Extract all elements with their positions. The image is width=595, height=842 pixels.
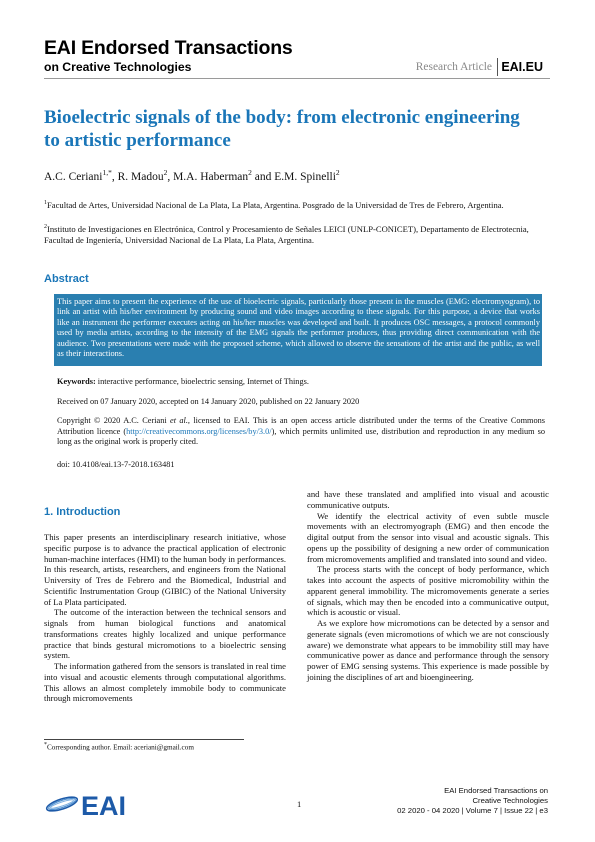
- footnote-mark: *: [44, 742, 47, 748]
- author-name: A.C. Ceriani: [44, 170, 103, 183]
- affiliation-text: Instituto de Investigaciones en Electrónica, Control y Procesamiento de Señales LEICI (UNLP-CONICET), Departamento de Electrotecnia, Facultad de Ingeniería, Universidad Nacional de La Plata, La Plata, Argentina.: [44, 223, 529, 246]
- keywords-label: Keywords:: [57, 377, 96, 386]
- abstract-heading: Abstract: [44, 273, 89, 285]
- footer-journal-name: Creative Technologies: [472, 796, 548, 805]
- left-column: [44, 532, 286, 704]
- author-separator: ,: [167, 170, 174, 183]
- footnote: [44, 742, 194, 751]
- copyright-etal: et al.: [170, 416, 188, 425]
- author-separator: and: [251, 170, 275, 183]
- affiliation-text: Facultad de Artes, Universidad Nacional de La Plata, La Plata, Argentina. Posgrado de la Universidad de Tres de Febrero, Argentina.: [47, 199, 504, 210]
- abstract-text: This paper aims to present the experience of the use of bioelectric signals, particularly those present in the muscles (EMG: electromyogram), to link an artist with his/her environment by producing sound and video images according to these signals. For this purpose, a device that works like an instrument the performer executes acting on his/her muscles was developed and built. It produces OSC messages, a protocol commonly used by media artists, according to the intensity of the EMG signals the performer produces, thus providing direct communication with the audience. Two presentations were made with the proposed scheme, which allowed to observe the sensations of the artist and the public, as well as their interactions.: [57, 297, 540, 359]
- license-link[interactable]: http://creativecommons.org/licenses/by/3.0/: [126, 426, 272, 436]
- section-heading-introduction: 1. Introduction: [44, 506, 121, 518]
- publisher-short-name: EAI.EU: [501, 60, 543, 74]
- author-separator: ,: [111, 170, 118, 183]
- paragraph: As we explore how micromotions can be detected by a sensor and generate signals (even micromotions of which we are not consciously aware) we demonstrate what appears to be immobility still may have communicative power as dance and performance through the sensory power of EMG sensing systems. This experience is made possible by joining the disciplines of art and bioengineering.: [307, 618, 549, 682]
- paragraph: This paper presents an interdisciplinary research initiative, whose specific purpose is to advance the practical application of electronic human-machine interfaces (HMI) to the human body in performances. In this research, artists, researchers, and engineers from the National University of Tres de Febrero and the Biomedical, Industrial and Scientific Instrumentation Group (GIBIC) of the National University of La Plata participated.: [44, 532, 286, 607]
- affiliation-mark: 2: [335, 168, 340, 177]
- author-name: M.A. Haberman: [173, 170, 249, 183]
- footer-issue-info: 02 2020 - 04 2020 | Volume 7 | Issue 22 | e3: [397, 806, 548, 815]
- copyright-text: ), which permits unlimited use, distribution and reproduction in any medium so long as the original work is properly cited.: [57, 426, 546, 447]
- affiliation-2: [44, 222, 544, 247]
- eai-logo: [44, 787, 149, 821]
- right-column: [307, 489, 549, 683]
- paragraph: The outcome of the interaction between the technical sensors and signals from human biological functions and anatomical transformations creates highly localized and unique performance practice that binds gestural micromotions to a bioelectric sensing system.: [44, 607, 286, 661]
- header-rule: [44, 78, 550, 79]
- article-type-label: Research Article: [415, 61, 492, 73]
- header-divider-tick: [497, 58, 498, 76]
- corresponding-mark: *: [108, 168, 112, 177]
- logo-text: EAI: [81, 791, 127, 821]
- affiliation-number: 1: [44, 200, 47, 206]
- paper-title: Bioelectric signals of the body: from electronic engineering to artistic performance: [44, 107, 520, 151]
- affiliation-mark: 2: [248, 168, 252, 177]
- paragraph: The process starts with the concept of body performance, which takes into account the aspects of positive micromobility within the apparent general immobility. The micromovements generate a series of signals, which may then be encoded into a communicative output, which is acoustic or visual.: [307, 564, 549, 618]
- affiliation-1: [44, 198, 544, 211]
- keywords: [57, 377, 545, 388]
- affiliation-number: 2: [44, 224, 47, 230]
- paragraph: We identify the electrical activity of even subtle muscle movements with an electromyograph (EMG) and then encode the digital output from the sensor into visual and acoustic signals. This opens up the possibility of designing a new order of communication from micromovements amplified and translated into sound and video.: [307, 510, 549, 564]
- footnote-text: Corresponding author. Email: aceriani@gmail.com: [47, 743, 194, 752]
- affiliation-mark: 1,: [102, 168, 109, 177]
- doi: doi: 10.4108/eai.13-7-2018.163481: [57, 460, 175, 469]
- footnote-rule: [44, 739, 244, 740]
- copyright-text: , licensed to EAI. This is an open access article distributed under the terms of the Creative Commons Attribution licence (: [57, 416, 546, 436]
- author-name: R. Madou: [117, 170, 164, 183]
- footer-journal-name: EAI Endorsed Transactions on: [444, 786, 548, 795]
- journal-subtitle: on Creative Technologies: [44, 60, 192, 74]
- logo-swirl-icon: [45, 794, 79, 813]
- author-name: E.M. Spinelli: [274, 170, 336, 183]
- page-number: 1: [297, 799, 302, 809]
- copyright-text: Copyright © 2020 A.C. Ceriani: [57, 416, 171, 425]
- affiliation-mark: 2: [163, 168, 168, 177]
- received-dates: Received on 07 January 2020, accepted on 14 January 2020, published on 22 January 2020: [57, 397, 360, 406]
- author-list: [44, 168, 340, 183]
- journal-title: EAI Endorsed Transactions: [44, 37, 293, 59]
- keywords-text: interactive performance, bioelectric sensing, Internet of Things.: [95, 377, 309, 386]
- paragraph: The information gathered from the sensors is translated in real time into visual and acoustic elements through computational algorithms. This allows an almost completely immobile body to communicate through micromovements: [44, 661, 286, 704]
- copyright-notice: [57, 416, 545, 448]
- paragraph: and have these translated and amplified into visual and acoustic communicative outputs.: [307, 489, 549, 510]
